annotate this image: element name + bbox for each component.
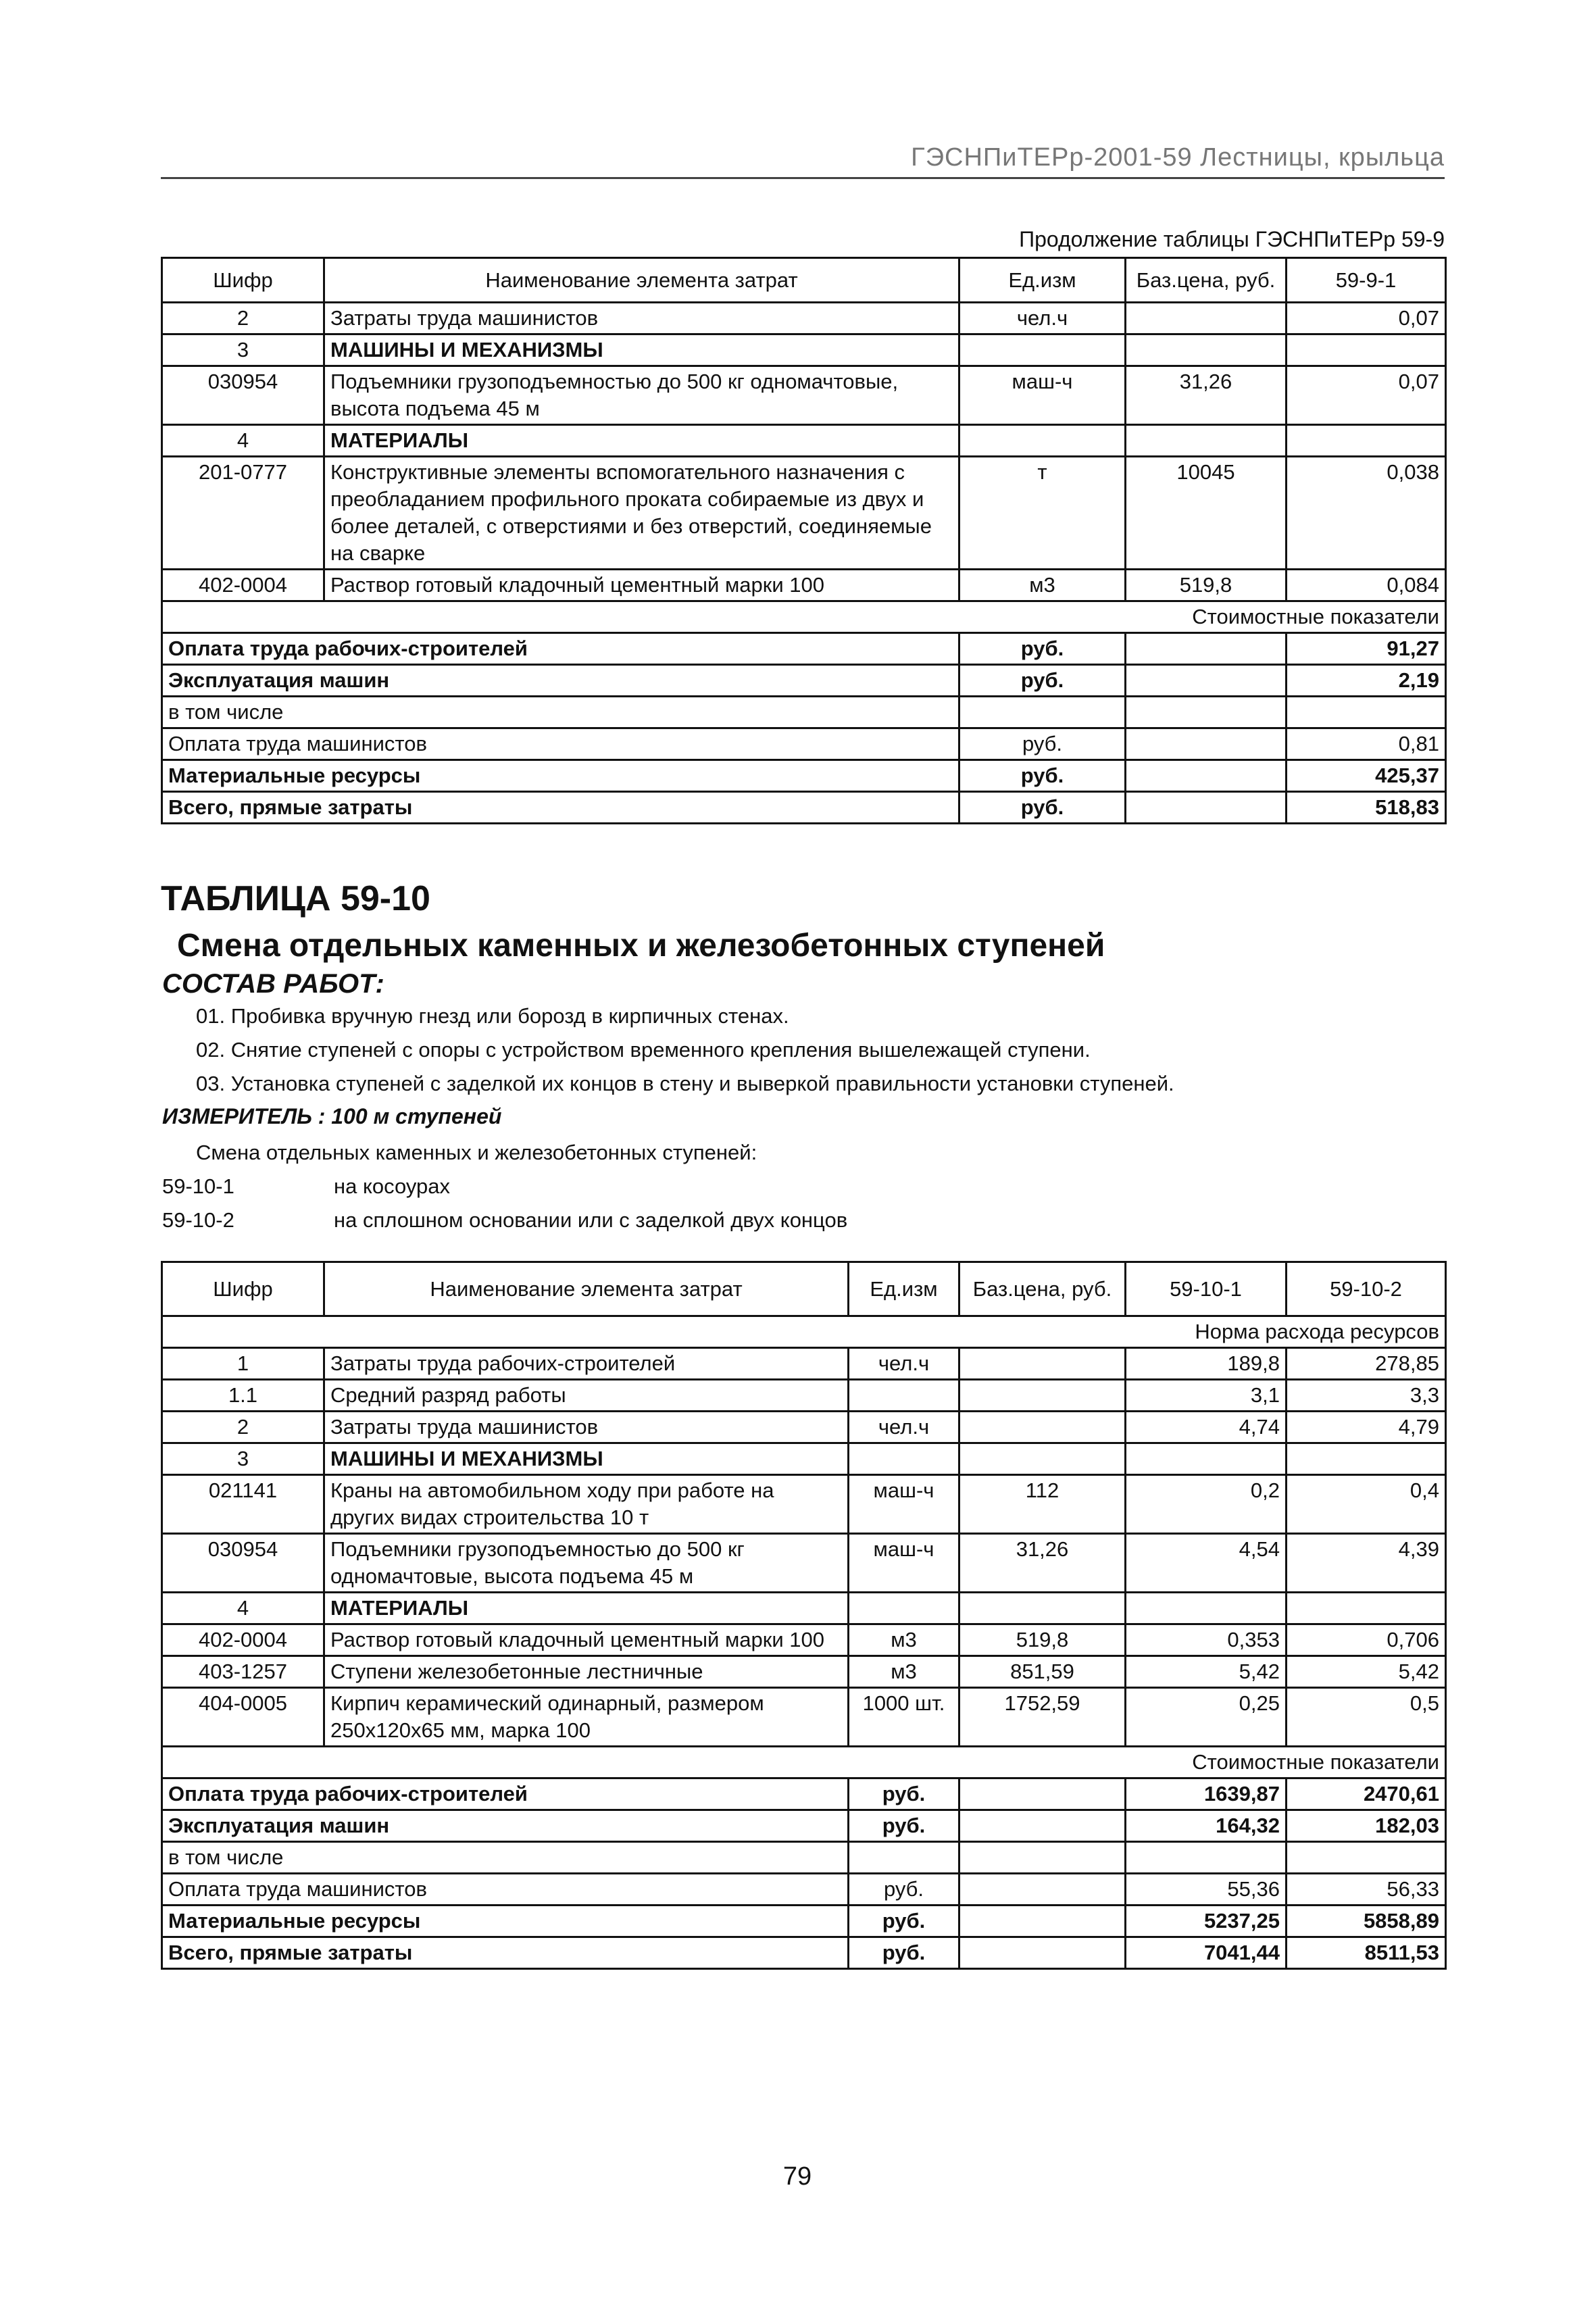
cost-label: Материальные ресурсы xyxy=(162,760,959,792)
cell-unit: чел.ч xyxy=(849,1348,959,1380)
cell-value: 0,07 xyxy=(1287,366,1446,425)
cell-unit: м3 xyxy=(849,1656,959,1688)
cost-value-1: 7041,44 xyxy=(1126,1937,1287,1969)
cell-unit xyxy=(849,1593,959,1624)
cell-value-1: 0,353 xyxy=(1126,1624,1287,1656)
cell-price: 519,8 xyxy=(1126,570,1287,601)
cell-name: Кирпич керамический одинарный, размером 250х120х65 мм, марка 100 xyxy=(324,1688,849,1747)
cost-header: Стоимостные показатели xyxy=(162,601,1446,633)
header-unit: Ед.изм xyxy=(849,1262,959,1316)
cell-value-1: 4,54 xyxy=(1126,1534,1287,1593)
cost-unit: руб. xyxy=(959,760,1126,792)
cost-unit: руб. xyxy=(849,1810,959,1842)
cost-unit: руб. xyxy=(959,633,1126,665)
cell-value-1 xyxy=(1126,1443,1287,1475)
cost-value xyxy=(1287,697,1446,728)
table-row xyxy=(162,1412,1446,1443)
cell-name: Конструктивные элементы вспомогательного назначения с преобладанием профильного проката собираемые из двух и более деталей, с отверстиями и без отверстий, соединяемые на сварке xyxy=(324,457,959,570)
header-code: Шифр xyxy=(162,258,324,303)
cost-value: 2,19 xyxy=(1287,665,1446,697)
cost-empty xyxy=(1126,728,1287,760)
cell-code: 201-0777 xyxy=(162,457,324,570)
cell-unit: чел.ч xyxy=(849,1412,959,1443)
cost-value-2: 8511,53 xyxy=(1287,1937,1446,1969)
composition-label: СОСТАВ РАБОТ: xyxy=(162,969,384,999)
cost-label: Оплата труда машинистов xyxy=(162,1874,849,1906)
cell-value-2: 278,85 xyxy=(1287,1348,1446,1380)
cost-empty xyxy=(959,1842,1126,1874)
table-header-row xyxy=(162,1262,1446,1316)
cost-empty xyxy=(1126,697,1287,728)
cell-value-2: 4,79 xyxy=(1287,1412,1446,1443)
cell-price: 10045 xyxy=(1126,457,1287,570)
table-header-row xyxy=(162,258,1446,303)
cell-code: 2 xyxy=(162,1412,324,1443)
table-row xyxy=(162,366,1446,425)
table-row xyxy=(162,425,1446,457)
cell-value-1 xyxy=(1126,1593,1287,1624)
cost-value-1: 5237,25 xyxy=(1126,1906,1287,1937)
cell-value-2 xyxy=(1287,1443,1446,1475)
cost-row xyxy=(162,1842,1446,1874)
cost-value-1: 1639,87 xyxy=(1126,1778,1287,1810)
header-unit: Ед.изм xyxy=(959,258,1126,303)
cell-unit: м3 xyxy=(849,1624,959,1656)
cell-name: Подъемники грузоподъемностью до 500 кг одномачтовые, высота подъема 45 м xyxy=(324,366,959,425)
cell-name: Подъемники грузоподъемностью до 500 кг одномачтовые, высота подъема 45 м xyxy=(324,1534,849,1593)
cost-empty xyxy=(959,1937,1126,1969)
resource-table-59-10 xyxy=(161,1261,1447,1970)
cost-label: Всего, прямые затраты xyxy=(162,792,959,824)
cost-row xyxy=(162,1810,1446,1842)
variant-description: на косоурах xyxy=(334,1174,450,1198)
variant-code: 59-10-1 xyxy=(162,1174,234,1198)
cost-value: 91,27 xyxy=(1287,633,1446,665)
variant-code: 59-10-2 xyxy=(162,1208,234,1232)
cost-header: Стоимостные показатели xyxy=(162,1747,1446,1778)
work-item: 02. Снятие ступеней с опоры с устройством временного крепления вышележащей ступени. xyxy=(196,1038,1091,1062)
table-row xyxy=(162,457,1446,570)
cell-unit: маш-ч xyxy=(849,1534,959,1593)
header-variant: 59-9-1 xyxy=(1287,258,1446,303)
cost-unit xyxy=(959,697,1126,728)
cost-row xyxy=(162,1906,1446,1937)
cell-value-1: 0,25 xyxy=(1126,1688,1287,1747)
cost-unit: руб. xyxy=(959,792,1126,824)
cost-value-2 xyxy=(1287,1842,1446,1874)
cell-name: Затраты труда машинистов xyxy=(324,1412,849,1443)
cell-price xyxy=(1126,425,1287,457)
cell-code: 4 xyxy=(162,425,324,457)
cost-unit: руб. xyxy=(849,1906,959,1937)
cost-row xyxy=(162,760,1446,792)
cell-price xyxy=(959,1348,1126,1380)
cell-price: 1752,59 xyxy=(959,1688,1126,1747)
cost-unit xyxy=(849,1842,959,1874)
table-subtitle: Смена отдельных каменных и железобетонных ступеней xyxy=(177,928,1105,964)
cell-name: Краны на автомобильном ходу при работе на других видах строительства 10 т xyxy=(324,1475,849,1534)
cell-code: 1.1 xyxy=(162,1380,324,1412)
cell-name: МАШИНЫ И МЕХАНИЗМЫ xyxy=(324,334,959,366)
cost-value-2: 2470,61 xyxy=(1287,1778,1446,1810)
table-row xyxy=(162,1624,1446,1656)
cell-name: МАТЕРИАЛЫ xyxy=(324,425,959,457)
cell-value-1: 189,8 xyxy=(1126,1348,1287,1380)
cost-label: Всего, прямые затраты xyxy=(162,1937,849,1969)
cell-value-1: 5,42 xyxy=(1126,1656,1287,1688)
cell-price xyxy=(1126,303,1287,334)
table-row xyxy=(162,1348,1446,1380)
cost-empty xyxy=(1126,665,1287,697)
table-row xyxy=(162,1656,1446,1688)
table-title: ТАБЛИЦА 59-10 xyxy=(161,879,430,918)
cell-price: 112 xyxy=(959,1475,1126,1534)
cell-value-2 xyxy=(1287,1593,1446,1624)
table-row xyxy=(162,334,1446,366)
cell-unit xyxy=(959,334,1126,366)
cost-unit: руб. xyxy=(849,1874,959,1906)
cell-unit: м3 xyxy=(959,570,1126,601)
cost-value-2: 56,33 xyxy=(1287,1874,1446,1906)
cost-unit: руб. xyxy=(959,728,1126,760)
header-rule xyxy=(161,177,1445,179)
cost-row xyxy=(162,728,1446,760)
cost-row xyxy=(162,665,1446,697)
cost-row xyxy=(162,697,1446,728)
cost-header-row xyxy=(162,601,1446,633)
cell-value-2: 0,706 xyxy=(1287,1624,1446,1656)
work-item: 01. Пробивка вручную гнезд или борозд в кирпичных стенах. xyxy=(196,1004,789,1028)
cell-price xyxy=(959,1443,1126,1475)
cell-code: 4 xyxy=(162,1593,324,1624)
cell-value-2: 3,3 xyxy=(1287,1380,1446,1412)
cell-price: 851,59 xyxy=(959,1656,1126,1688)
header-price: Баз.цена, руб. xyxy=(959,1262,1126,1316)
cell-unit: 1000 шт. xyxy=(849,1688,959,1747)
measure-unit: ИЗМЕРИТЕЛЬ : 100 м ступеней xyxy=(162,1104,502,1128)
norm-header-row xyxy=(162,1316,1446,1348)
page-number: 79 xyxy=(782,2162,812,2191)
cost-empty xyxy=(959,1810,1126,1842)
cost-empty xyxy=(1126,792,1287,824)
norm-header: Норма расхода ресурсов xyxy=(162,1316,1446,1348)
cost-row xyxy=(162,1937,1446,1969)
table-row xyxy=(162,1534,1446,1593)
table-row xyxy=(162,1380,1446,1412)
cell-value xyxy=(1287,425,1446,457)
cell-price: 31,26 xyxy=(1126,366,1287,425)
cost-empty xyxy=(959,1906,1126,1937)
table-row xyxy=(162,1475,1446,1534)
cell-unit: маш-ч xyxy=(959,366,1126,425)
cell-code: 402-0004 xyxy=(162,570,324,601)
cell-value-2: 0,5 xyxy=(1287,1688,1446,1747)
cell-value-2: 5,42 xyxy=(1287,1656,1446,1688)
cost-value: 518,83 xyxy=(1287,792,1446,824)
cell-price xyxy=(959,1380,1126,1412)
cost-value: 425,37 xyxy=(1287,760,1446,792)
cell-unit xyxy=(959,425,1126,457)
table-row xyxy=(162,303,1446,334)
cost-unit: руб. xyxy=(849,1937,959,1969)
cost-empty xyxy=(959,1874,1126,1906)
cell-price xyxy=(959,1412,1126,1443)
cell-unit: чел.ч xyxy=(959,303,1126,334)
cell-value-1: 4,74 xyxy=(1126,1412,1287,1443)
cost-label: Оплата труда рабочих-строителей xyxy=(162,633,959,665)
cell-code: 3 xyxy=(162,334,324,366)
table-row xyxy=(162,1593,1446,1624)
table-row xyxy=(162,1443,1446,1475)
header-variant-1: 59-10-1 xyxy=(1126,1262,1287,1316)
cost-unit: руб. xyxy=(959,665,1126,697)
cell-unit: т xyxy=(959,457,1126,570)
cell-code: 030954 xyxy=(162,1534,324,1593)
cost-row xyxy=(162,633,1446,665)
cell-code: 3 xyxy=(162,1443,324,1475)
cell-name: Ступени железобетонные лестничные xyxy=(324,1656,849,1688)
header-name: Наименование элемента затрат xyxy=(324,1262,849,1316)
cell-value-2: 0,4 xyxy=(1287,1475,1446,1534)
cell-value-1: 3,1 xyxy=(1126,1380,1287,1412)
cell-value-1: 0,2 xyxy=(1126,1475,1287,1534)
cell-unit: маш-ч xyxy=(849,1475,959,1534)
cell-code: 404-0005 xyxy=(162,1688,324,1747)
table-row xyxy=(162,570,1446,601)
cost-row xyxy=(162,1778,1446,1810)
cell-name: Раствор готовый кладочный цементный марки 100 xyxy=(324,570,959,601)
cell-value xyxy=(1287,334,1446,366)
cost-empty xyxy=(1126,760,1287,792)
cost-empty xyxy=(959,1778,1126,1810)
cost-value-1: 164,32 xyxy=(1126,1810,1287,1842)
cell-price: 31,26 xyxy=(959,1534,1126,1593)
variant-description: на сплошном основании или с заделкой двух концов xyxy=(334,1208,848,1232)
cost-value-2: 182,03 xyxy=(1287,1810,1446,1842)
cell-name: Затраты труда машинистов xyxy=(324,303,959,334)
cell-unit xyxy=(849,1380,959,1412)
cell-code: 030954 xyxy=(162,366,324,425)
cost-header-row xyxy=(162,1747,1446,1778)
cell-price xyxy=(1126,334,1287,366)
cell-code: 021141 xyxy=(162,1475,324,1534)
cost-empty xyxy=(1126,633,1287,665)
variants-intro: Смена отдельных каменных и железобетонных ступеней: xyxy=(196,1141,757,1164)
cell-name: МАТЕРИАЛЫ xyxy=(324,1593,849,1624)
header-code: Шифр xyxy=(162,1262,324,1316)
cell-code: 402-0004 xyxy=(162,1624,324,1656)
cell-value: 0,038 xyxy=(1287,457,1446,570)
header-name: Наименование элемента затрат xyxy=(324,258,959,303)
cost-unit: руб. xyxy=(849,1778,959,1810)
cost-label: Эксплуатация машин xyxy=(162,665,959,697)
cost-value: 0,81 xyxy=(1287,728,1446,760)
cost-value-1 xyxy=(1126,1842,1287,1874)
cost-row xyxy=(162,792,1446,824)
cost-label: Материальные ресурсы xyxy=(162,1906,849,1937)
resource-table-59-9 xyxy=(161,257,1447,824)
cell-price xyxy=(959,1593,1126,1624)
table-row xyxy=(162,1688,1446,1747)
header-price: Баз.цена, руб. xyxy=(1126,258,1287,303)
cost-label: Оплата труда рабочих-строителей xyxy=(162,1778,849,1810)
cell-name: Раствор готовый кладочный цементный марки 100 xyxy=(324,1624,849,1656)
cost-value-2: 5858,89 xyxy=(1287,1906,1446,1937)
cell-value-2: 4,39 xyxy=(1287,1534,1446,1593)
cell-name: Затраты труда рабочих-строителей xyxy=(324,1348,849,1380)
cell-value: 0,07 xyxy=(1287,303,1446,334)
cell-code: 1 xyxy=(162,1348,324,1380)
header-variant-2: 59-10-2 xyxy=(1287,1262,1446,1316)
cell-price: 519,8 xyxy=(959,1624,1126,1656)
cost-label: в том числе xyxy=(162,1842,849,1874)
cost-label: Эксплуатация машин xyxy=(162,1810,849,1842)
cell-code: 2 xyxy=(162,303,324,334)
cell-name: МАШИНЫ И МЕХАНИЗМЫ xyxy=(324,1443,849,1475)
cell-unit xyxy=(849,1443,959,1475)
cost-label: Оплата труда машинистов xyxy=(162,728,959,760)
work-item: 03. Установка ступеней с заделкой их концов в стену и выверкой правильности установки ступеней. xyxy=(196,1072,1174,1095)
cost-value-1: 55,36 xyxy=(1126,1874,1287,1906)
cell-value: 0,084 xyxy=(1287,570,1446,601)
cell-name: Средний разряд работы xyxy=(324,1380,849,1412)
cost-row xyxy=(162,1874,1446,1906)
cell-code: 403-1257 xyxy=(162,1656,324,1688)
cost-label: в том числе xyxy=(162,697,959,728)
running-header: ГЭСНПиТЕРр-2001-59 Лестницы, крыльца xyxy=(911,143,1445,172)
table-continuation-caption: Продолжение таблицы ГЭСНПиТЕРр 59-9 xyxy=(1019,227,1445,251)
